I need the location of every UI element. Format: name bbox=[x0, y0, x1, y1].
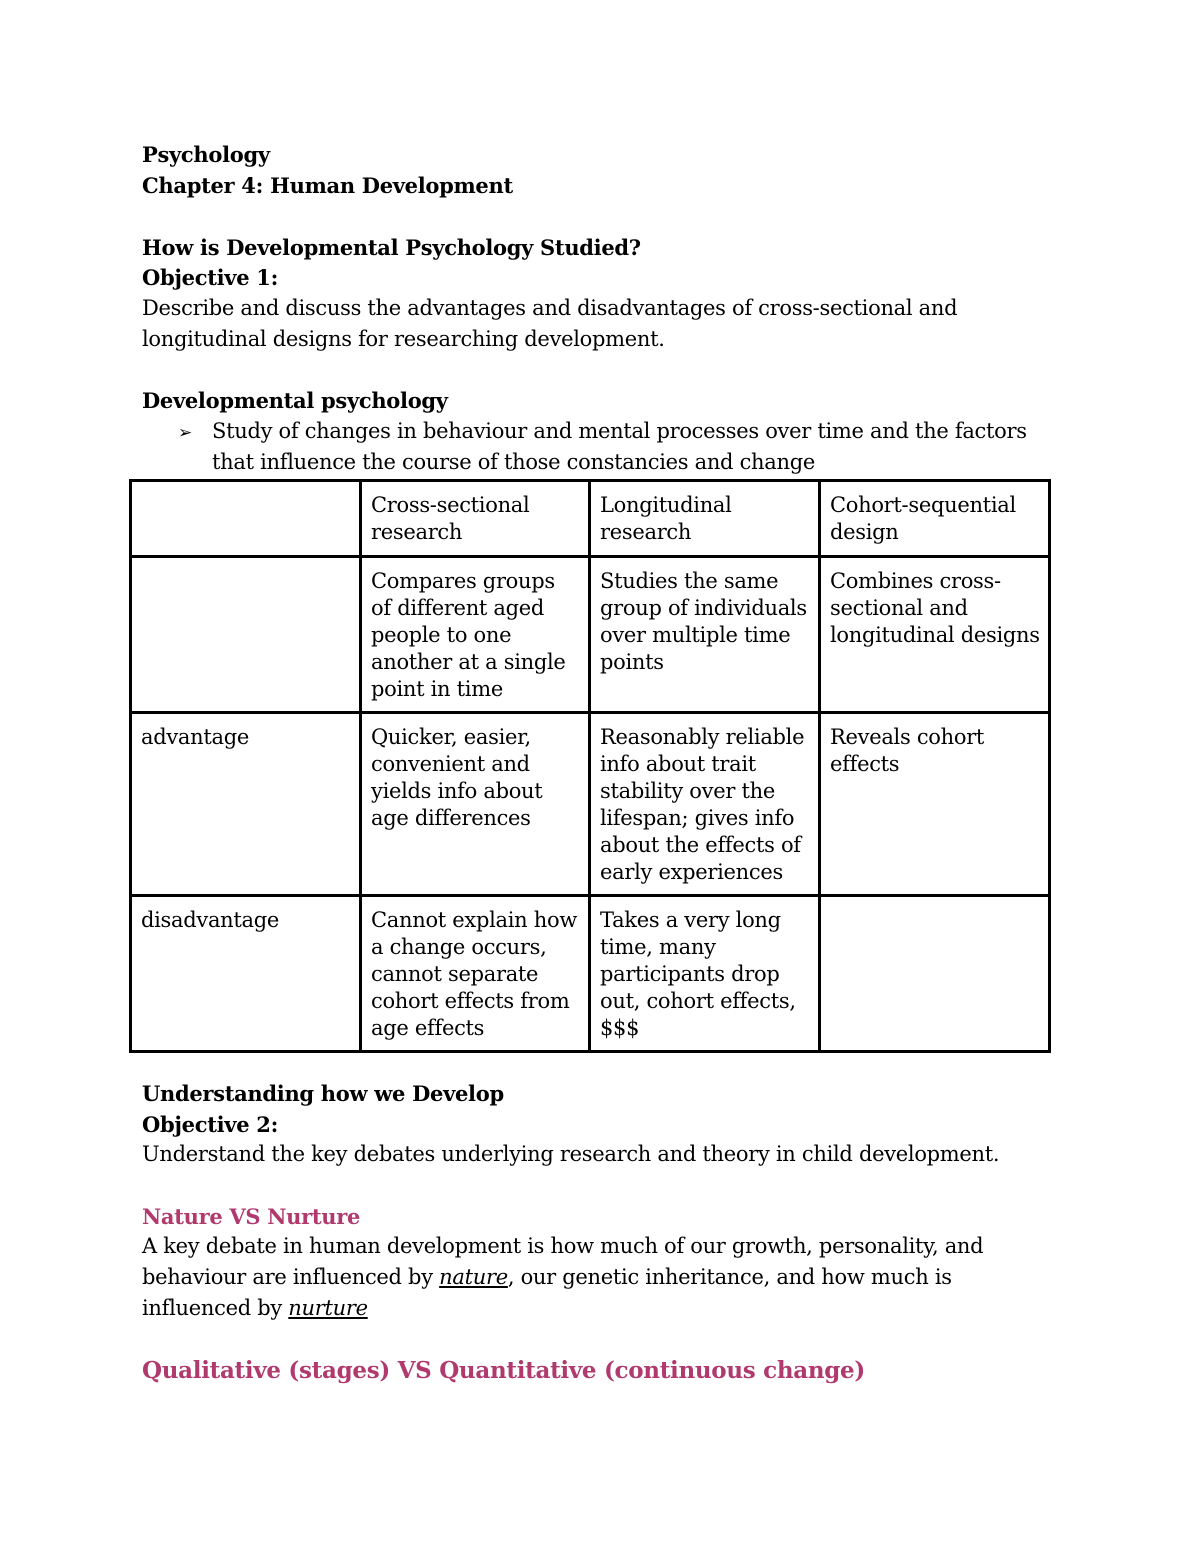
nature-text-line2 bbox=[142, 1262, 952, 1293]
table-row-label bbox=[131, 557, 361, 713]
table-cell: Cannot explain how a change occurs, cannot separate cohort effects from age effects bbox=[361, 896, 590, 1052]
objective2-label: Objective 2: bbox=[142, 1112, 279, 1137]
term-nature: nature bbox=[439, 1265, 508, 1289]
subject-title: Psychology bbox=[142, 142, 270, 167]
objective1-text-line1: Describe and discuss the advantages and disadvantages of cross-sectional and bbox=[142, 296, 958, 320]
table-cell: Reasonably reliable info about trait stability over the lifespan; gives info about the effects of early experiences bbox=[590, 713, 820, 896]
objective1-text-line2: longitudinal designs for researching development. bbox=[142, 327, 665, 351]
table-row-label: disadvantage bbox=[131, 896, 361, 1052]
table-cell: Quicker, easier, convenient and yields info about age differences bbox=[361, 713, 590, 896]
table-row bbox=[131, 713, 1050, 896]
table-header-cell: Longitudinal research bbox=[590, 481, 820, 557]
section2-heading: Understanding how we Develop bbox=[142, 1081, 504, 1106]
table-cell: Combines cross-sectional and longitudinal designs bbox=[820, 557, 1050, 713]
text-fragment: , our genetic inheritance, and how much is bbox=[507, 1265, 952, 1289]
table-cell: Reveals cohort effects bbox=[820, 713, 1050, 896]
table-row bbox=[131, 557, 1050, 713]
table-header-cell: Cohort-sequential design bbox=[820, 481, 1050, 557]
nature-text-line3 bbox=[142, 1293, 368, 1324]
table-cell bbox=[820, 896, 1050, 1052]
bullet-text-line2: that influence the course of those constancies and change bbox=[212, 450, 815, 474]
text-fragment: influenced by bbox=[142, 1296, 289, 1320]
term-nurture: nurture bbox=[288, 1296, 368, 1320]
table-header-cell bbox=[131, 481, 361, 557]
text-fragment: behaviour are influenced by bbox=[142, 1265, 440, 1289]
bullet-item bbox=[178, 416, 1027, 449]
section1-heading: How is Developmental Psychology Studied? bbox=[142, 235, 641, 260]
chapter-title: Chapter 4: Human Development bbox=[142, 173, 513, 198]
nature-nurture-heading: Nature VS Nurture bbox=[142, 1204, 361, 1229]
table-header-row bbox=[131, 481, 1050, 557]
objective1-label: Objective 1: bbox=[142, 265, 279, 290]
objective2-text: Understand the key debates underlying research and theory in child development. bbox=[142, 1142, 1000, 1166]
table-row bbox=[131, 896, 1050, 1052]
table-cell: Compares groups of different aged people to one another at a single point in time bbox=[361, 557, 590, 713]
arrow-bullet-icon: ➢ bbox=[178, 423, 192, 443]
table-header-cell: Cross-sectional research bbox=[361, 481, 590, 557]
nature-text-line1: A key debate in human development is how much of our growth, personality, and bbox=[142, 1234, 984, 1258]
bullet-text-line1: Study of changes in behaviour and mental processes over time and the factors bbox=[212, 419, 1027, 443]
table-cell: Studies the same group of individuals over multiple time points bbox=[590, 557, 820, 713]
dev-psych-heading: Developmental psychology bbox=[142, 388, 448, 413]
table-cell: Takes a very long time, many participants drop out, cohort effects, $$$ bbox=[590, 896, 820, 1052]
research-designs-table bbox=[129, 479, 1051, 1053]
table-row-label: advantage bbox=[131, 713, 361, 896]
qualitative-quantitative-heading: Qualitative (stages) VS Quantitative (continuous change) bbox=[142, 1357, 865, 1384]
